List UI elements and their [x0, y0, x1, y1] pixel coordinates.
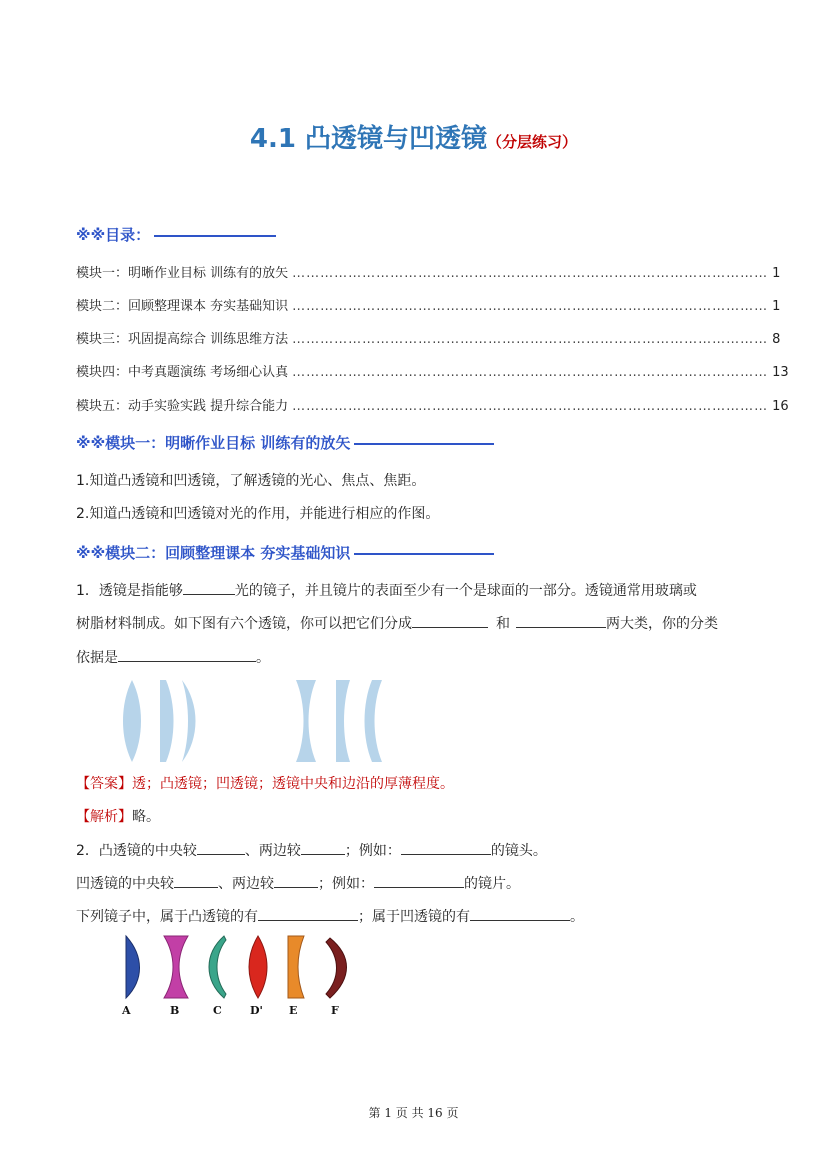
lens-label-f: F — [331, 1004, 339, 1017]
concave-lens-icon — [296, 680, 316, 762]
answer-blank[interactable] — [118, 647, 256, 662]
toc-page-number: 8 — [772, 332, 781, 347]
answer-blank[interactable] — [174, 873, 218, 888]
heading-rule — [354, 553, 494, 555]
q1-analysis — [76, 806, 160, 826]
q1-text: 依据是 — [76, 650, 118, 666]
lens-b-biconcave-icon — [164, 936, 188, 998]
q2-text: ；例如： — [344, 843, 401, 859]
lens-d-biconvex-icon — [249, 936, 267, 998]
convex-lens-icon — [123, 680, 141, 762]
answer-blank[interactable] — [374, 873, 464, 888]
module2-heading — [76, 542, 494, 563]
toc-item-label: 模块一：明晰作业目标 训练有的放矢 — [76, 266, 289, 281]
toc-item-3[interactable] — [76, 328, 781, 347]
lens-label-a: A — [122, 1004, 131, 1017]
toc-item-4[interactable] — [76, 361, 789, 380]
module1-heading-text: ※※模块一：明晰作业目标 训练有的放矢 — [76, 434, 351, 452]
q1-answer — [76, 773, 454, 793]
toc-item-label: 模块五：动手实验实践 提升综合能力 — [76, 399, 289, 414]
q2-text: 。 — [570, 909, 584, 925]
lens-label-d: D' — [250, 1004, 263, 1017]
lens-label-c: C — [213, 1004, 222, 1017]
q2-text: 凹透镜的中央较 — [76, 876, 174, 892]
toc-heading — [76, 224, 276, 245]
page-footer: 第 1 页 共 16 页 — [368, 1106, 459, 1120]
toc-item-label: 模块二：回顾整理课本 夯实基础知识 — [76, 299, 289, 314]
q2-text: 的镜片。 — [464, 876, 520, 892]
plano-concave-lens-icon — [336, 680, 350, 762]
toc-leader: ………………………………………………………………………………………… — [292, 332, 769, 347]
q2-line-3 — [76, 906, 584, 926]
lens-figure-six — [120, 676, 390, 766]
q1-line-2 — [76, 613, 718, 633]
page-title — [0, 118, 827, 155]
toc-page-number: 16 — [772, 399, 789, 414]
lens-a-plano-convex-icon — [126, 936, 140, 998]
answer-label: 【答案】 — [76, 776, 132, 792]
q2-line-2 — [76, 873, 520, 893]
title-main: 4.1 凸透镜与凹透镜 — [249, 124, 488, 154]
q2-text: 的镜头。 — [490, 843, 547, 859]
answer-text: 透；凸透镜；凹透镜；透镜中央和边沿的厚薄程度。 — [132, 776, 454, 792]
q1-line-1 — [76, 580, 697, 600]
toc-item-1[interactable] — [76, 262, 781, 281]
heading-rule — [354, 443, 494, 445]
module1-heading — [76, 432, 494, 453]
answer-blank[interactable] — [258, 906, 358, 921]
answer-blank[interactable] — [401, 840, 491, 855]
toc-page-number: 13 — [772, 365, 789, 380]
toc-page-number: 1 — [772, 299, 781, 314]
meniscus-convex-lens-icon — [182, 680, 196, 762]
module1-point-2: 2.知道凸透镜和凹透镜对光的作用，并能进行相应的作图。 — [76, 506, 440, 522]
q2-text: ；例如： — [318, 876, 374, 892]
lens-e-plano-concave-icon — [288, 936, 304, 998]
toc-item-label: 模块三：巩固提高综合 训练思维方法 — [76, 332, 289, 347]
toc-page-number: 1 — [772, 266, 781, 281]
toc-item-5[interactable] — [76, 395, 789, 414]
q2-text: 、两边较 — [244, 843, 301, 859]
toc-leader: ………………………………………………………………………………………… — [292, 399, 769, 414]
plano-convex-lens-icon — [160, 680, 174, 762]
title-sub: （分层练习） — [487, 133, 578, 151]
toc-item-label: 模块四：中考真题演练 考场细心认真 — [76, 365, 289, 380]
q2-text: 、两边较 — [218, 876, 274, 892]
answer-blank[interactable] — [183, 580, 235, 595]
answer-blank[interactable] — [516, 613, 606, 628]
answer-blank[interactable] — [274, 873, 318, 888]
toc-leader: ………………………………………………………………………………………… — [292, 266, 769, 281]
q1-line-3 — [76, 647, 270, 667]
lens-label-e: E — [289, 1004, 298, 1017]
toc-heading-text: ※※目录： — [76, 226, 151, 244]
q2-text: 2．凸透镜的中央较 — [76, 843, 197, 859]
meniscus-concave-lens-icon — [365, 680, 383, 762]
module2-heading-text: ※※模块二：回顾整理课本 夯实基础知识 — [76, 544, 351, 562]
lens-f-meniscus-icon — [326, 938, 347, 998]
lens-c-meniscus-icon — [209, 936, 226, 998]
q1-text: 树脂材料制成。如下图有六个透镜，你可以把它们分成 — [76, 616, 412, 632]
q1-text: 两大类，你的分类 — [606, 616, 718, 632]
q1-text: 光的镜子，并且镜片的表面至少有一个是球面的一部分。透镜通常用玻璃或 — [234, 583, 697, 599]
analysis-label: 【解析】 — [76, 809, 132, 825]
q1-text: 1．透镜是指能够 — [76, 583, 183, 599]
answer-blank[interactable] — [301, 840, 345, 855]
q2-text: ；属于凹透镜的有 — [358, 909, 470, 925]
answer-blank[interactable] — [470, 906, 570, 921]
analysis-text: 略。 — [132, 809, 160, 825]
q2-line-1 — [76, 840, 547, 860]
lens-figure-af — [112, 934, 362, 1020]
answer-blank[interactable] — [197, 840, 245, 855]
toc-leader: ………………………………………………………………………………………… — [292, 365, 769, 380]
lens-label-b: B — [170, 1004, 180, 1017]
module1-point-1: 1.知道凸透镜和凹透镜，了解透镜的光心、焦点、焦距。 — [76, 473, 426, 489]
toc-item-2[interactable] — [76, 295, 781, 314]
toc-leader: ………………………………………………………………………………………… — [292, 299, 769, 314]
heading-rule — [154, 235, 276, 237]
q1-text: 。 — [256, 650, 270, 666]
answer-blank[interactable] — [412, 613, 488, 628]
q1-text: 和 — [496, 616, 510, 632]
q2-text: 下列镜子中，属于凸透镜的有 — [76, 909, 258, 925]
